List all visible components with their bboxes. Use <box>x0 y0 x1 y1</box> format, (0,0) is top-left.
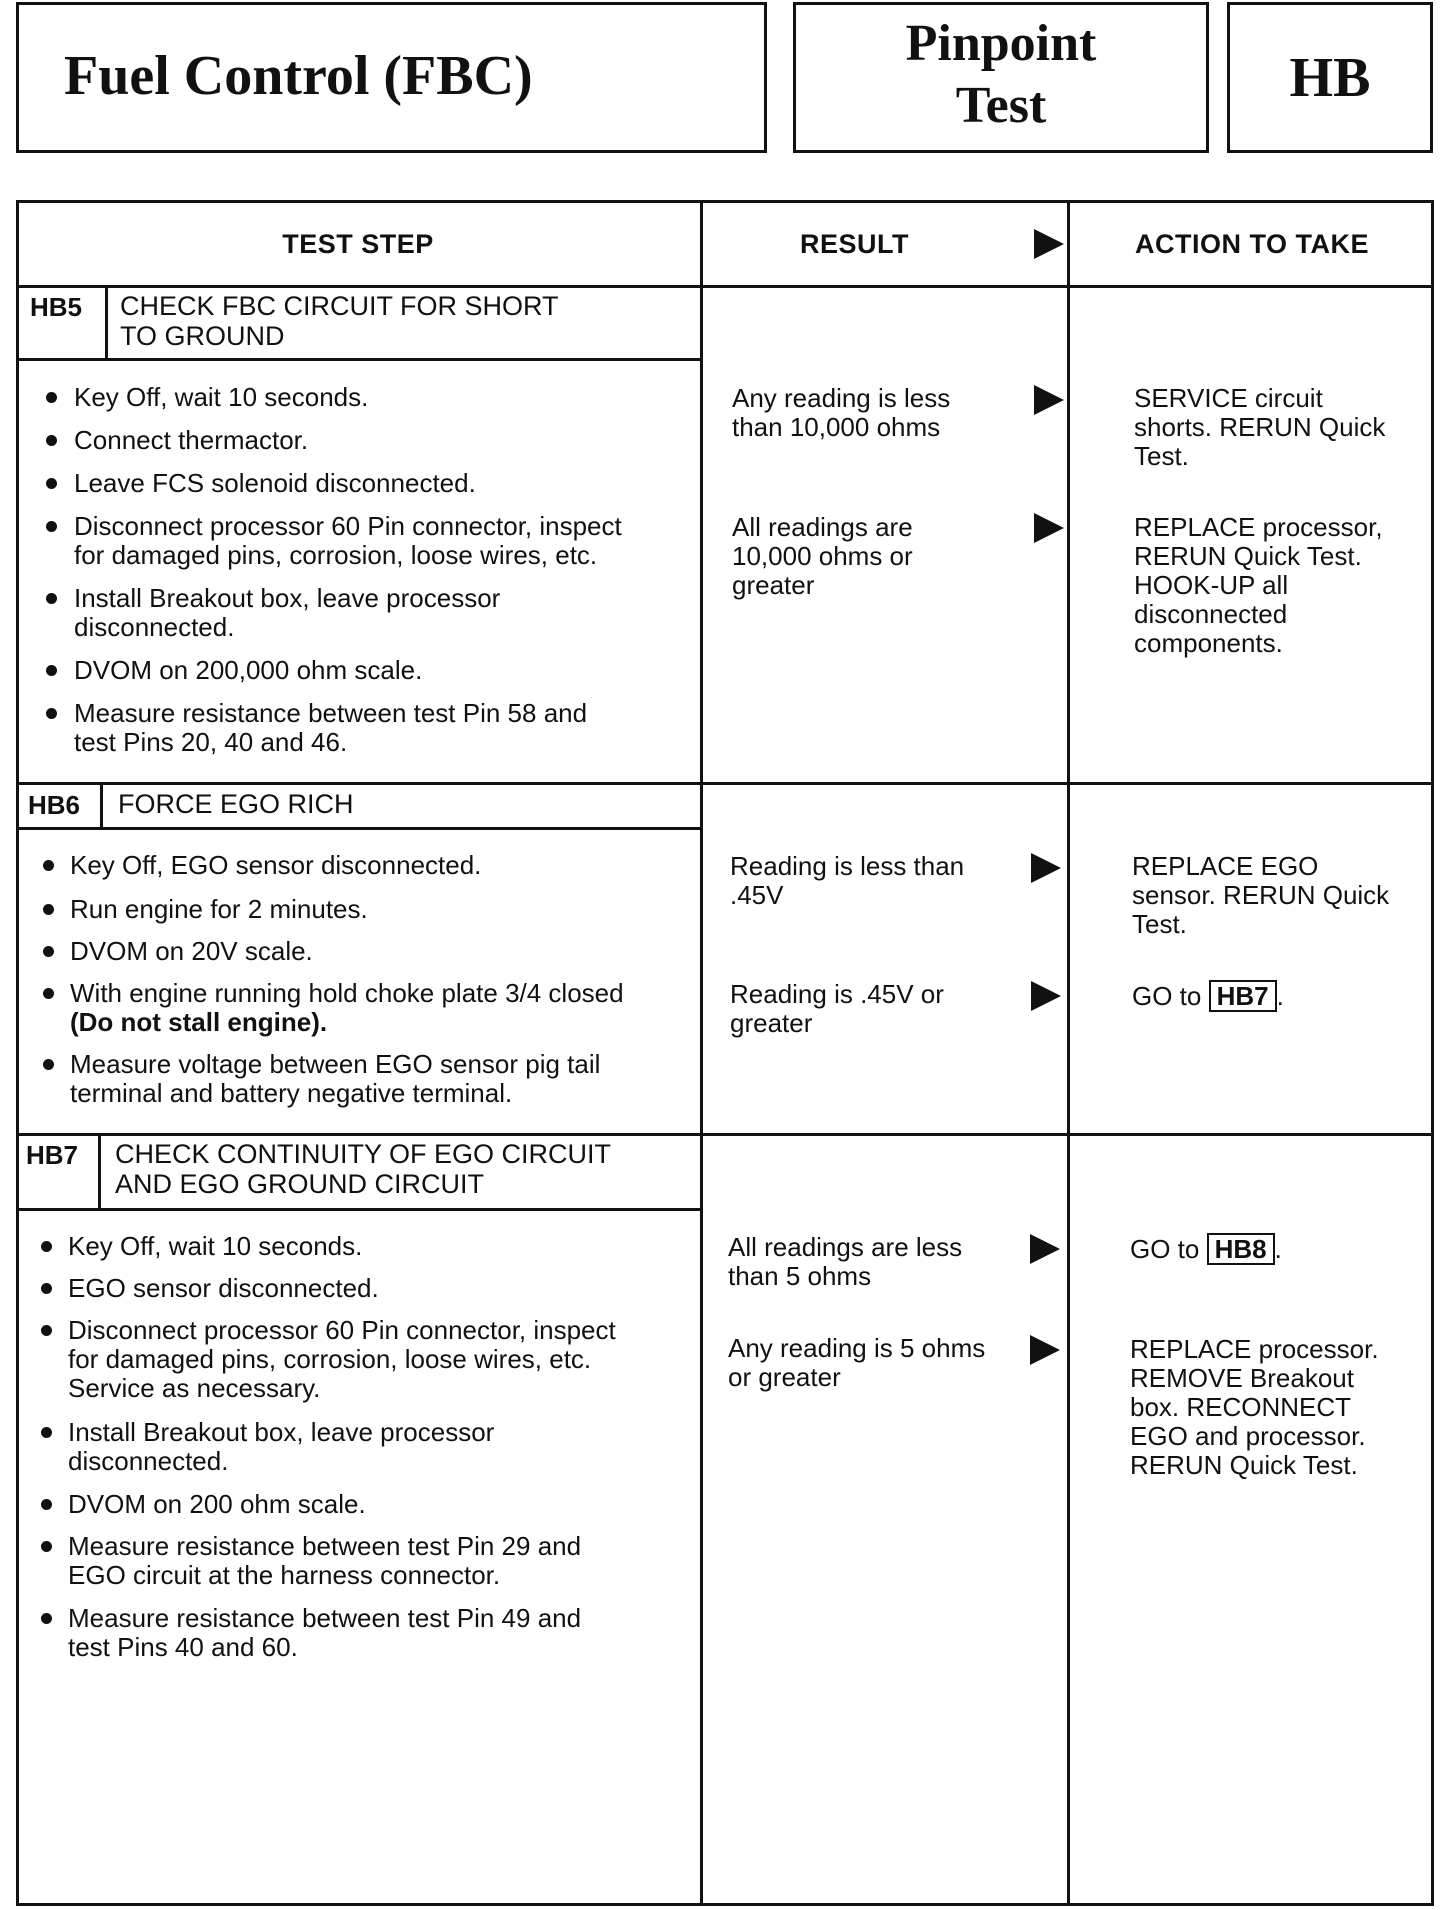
action-text: REPLACE processor. <box>1130 1334 1379 1364</box>
result-text: All readings are <box>732 512 913 542</box>
action-text: . <box>1276 981 1284 1011</box>
step-instruction: Disconnect processor 60 Pin connector, inspect <box>68 1315 616 1345</box>
result-arrow-icon <box>1034 385 1064 415</box>
step-instruction: Key Off, wait 10 seconds. <box>68 1231 363 1261</box>
page-title: Fuel Control (FBC) <box>64 45 533 107</box>
bullet-icon <box>43 988 54 999</box>
action-text: REPLACE processor, <box>1134 512 1383 542</box>
action-text: SERVICE circuit <box>1134 383 1323 413</box>
step-id-divider <box>98 1136 101 1210</box>
action-text: box. RECONNECT <box>1130 1392 1352 1422</box>
action-text: REMOVE Breakout <box>1130 1363 1354 1393</box>
action-text: GO to <box>1132 981 1202 1011</box>
test-type-line1: Pinpoint <box>905 15 1097 72</box>
bullet-icon <box>41 1499 52 1510</box>
column-header-result: RESULT <box>800 229 909 259</box>
bullet-icon <box>46 392 57 403</box>
result-text: Reading is .45V or <box>730 979 944 1009</box>
column-header-test-step: TEST STEP <box>282 229 434 259</box>
bullet-icon <box>43 860 54 871</box>
bullet-icon <box>41 1427 52 1438</box>
result-text: All readings are less <box>728 1232 963 1262</box>
action-text: GO to <box>1130 1234 1200 1264</box>
result-text: greater <box>732 570 815 600</box>
step-divider <box>16 1133 1434 1136</box>
step-instruction: DVOM on 200 ohm scale. <box>68 1489 366 1519</box>
result-text: Reading is less than <box>730 851 965 881</box>
result-arrow-icon <box>1034 513 1064 543</box>
step-instruction: test Pins 20, 40 and 46. <box>74 727 348 757</box>
step-instruction: Measure resistance between test Pin 49 and <box>68 1603 582 1633</box>
result-text: .45V <box>730 880 784 910</box>
step-instruction: Install Breakout box, leave processor <box>68 1417 495 1447</box>
result-arrow-icon <box>1030 1234 1060 1264</box>
result-text: 10,000 ohms or <box>732 541 913 571</box>
step-title-underline <box>16 1208 700 1211</box>
bullet-icon <box>41 1325 52 1336</box>
result-text: than 10,000 ohms <box>732 412 941 442</box>
step-id-divider <box>105 288 108 360</box>
column-divider-action <box>1067 200 1070 1906</box>
step-reference-hb8[interactable]: HB8 <box>1207 1233 1275 1265</box>
action-text: Test. <box>1132 909 1187 939</box>
step-instruction: Measure voltage between EGO sensor pig tail <box>70 1049 601 1079</box>
action-text: HOOK-UP all <box>1134 570 1289 600</box>
action-text: REPLACE EGO <box>1132 851 1319 881</box>
result-arrow-icon <box>1031 981 1061 1011</box>
action-goto <box>1132 980 1284 1012</box>
bullet-icon <box>46 708 57 719</box>
step-title: CHECK CONTINUITY OF EGO CIRCUIT <box>115 1139 612 1169</box>
step-instruction: Connect thermactor. <box>74 425 309 455</box>
step-instruction: disconnected. <box>74 612 235 642</box>
column-divider-result <box>700 200 703 1906</box>
bullet-icon <box>41 1241 52 1252</box>
bullet-icon <box>46 521 57 532</box>
bullet-icon <box>43 904 54 915</box>
step-title: AND EGO GROUND CIRCUIT <box>115 1169 485 1199</box>
step-id: HB6 <box>28 790 81 820</box>
step-title: CHECK FBC CIRCUIT FOR SHORT <box>120 291 559 321</box>
step-instruction: Key Off, wait 10 seconds. <box>74 382 369 412</box>
action-text: RERUN Quick Test. <box>1134 541 1362 571</box>
bullet-icon <box>46 435 57 446</box>
step-instruction: EGO circuit at the harness connector. <box>68 1560 501 1590</box>
step-instruction: disconnected. <box>68 1446 229 1476</box>
action-text: RERUN Quick Test. <box>1130 1450 1358 1480</box>
bullet-icon <box>46 593 57 604</box>
result-text: Any reading is less <box>732 383 951 413</box>
step-instruction: (Do not stall engine). <box>70 1007 328 1037</box>
action-text: . <box>1274 1234 1282 1264</box>
step-instruction: Leave FCS solenoid disconnected. <box>74 468 476 498</box>
step-instruction: for damaged pins, corrosion, loose wires, etc. <box>68 1344 592 1374</box>
step-instruction: test Pins 40 and 60. <box>68 1632 298 1662</box>
action-text: shorts. RERUN Quick <box>1134 412 1386 442</box>
result-arrow-icon <box>1034 229 1064 259</box>
step-title: TO GROUND <box>120 321 285 351</box>
result-arrow-icon <box>1030 1335 1060 1365</box>
step-instruction: Install Breakout box, leave processor <box>74 583 501 613</box>
step-instruction: Disconnect processor 60 Pin connector, inspect <box>74 511 622 541</box>
test-code: HB <box>1289 47 1371 109</box>
step-instruction: Run engine for 2 minutes. <box>70 894 368 924</box>
bullet-icon <box>41 1613 52 1624</box>
step-title-underline <box>16 827 700 830</box>
column-header-action: ACTION TO TAKE <box>1135 229 1369 259</box>
result-text: greater <box>730 1008 813 1038</box>
action-text: Test. <box>1134 441 1189 471</box>
action-text: EGO and processor. <box>1130 1421 1366 1451</box>
result-text: Any reading is 5 ohms <box>728 1333 986 1363</box>
step-instruction: for damaged pins, corrosion, loose wires, etc. <box>74 540 598 570</box>
header-row-divider <box>16 285 1434 288</box>
step-instruction: terminal and battery negative terminal. <box>70 1078 513 1108</box>
step-instruction: DVOM on 20V scale. <box>70 936 313 966</box>
action-text: sensor. RERUN Quick <box>1132 880 1390 910</box>
action-text: components. <box>1134 628 1283 658</box>
result-text: or greater <box>728 1362 841 1392</box>
step-instruction: DVOM on 200,000 ohm scale. <box>74 655 423 685</box>
action-text: disconnected <box>1134 599 1288 629</box>
bullet-icon <box>46 665 57 676</box>
step-title-underline <box>16 358 700 361</box>
step-instruction: Key Off, EGO sensor disconnected. <box>70 850 482 880</box>
bullet-icon <box>43 946 54 957</box>
step-divider <box>16 782 1434 785</box>
step-id: HB5 <box>30 292 83 322</box>
step-instruction: Measure resistance between test Pin 58 and <box>74 698 588 728</box>
step-instruction: Service as necessary. <box>68 1373 321 1403</box>
test-type-line2: Test <box>955 77 1047 134</box>
step-id-divider <box>100 785 103 829</box>
step-reference-hb7[interactable]: HB7 <box>1209 980 1277 1012</box>
bullet-icon <box>41 1283 52 1294</box>
bullet-icon <box>46 478 57 489</box>
step-instruction: EGO sensor disconnected. <box>68 1273 379 1303</box>
result-arrow-icon <box>1031 853 1061 883</box>
bullet-icon <box>41 1541 52 1552</box>
bullet-icon <box>43 1059 54 1070</box>
result-text: than 5 ohms <box>728 1261 872 1291</box>
step-instruction: Measure resistance between test Pin 29 and <box>68 1531 582 1561</box>
step-title: FORCE EGO RICH <box>118 789 354 819</box>
step-instruction: With engine running hold choke plate 3/4 closed <box>70 978 624 1008</box>
action-goto <box>1130 1233 1282 1265</box>
step-id: HB7 <box>26 1140 79 1170</box>
